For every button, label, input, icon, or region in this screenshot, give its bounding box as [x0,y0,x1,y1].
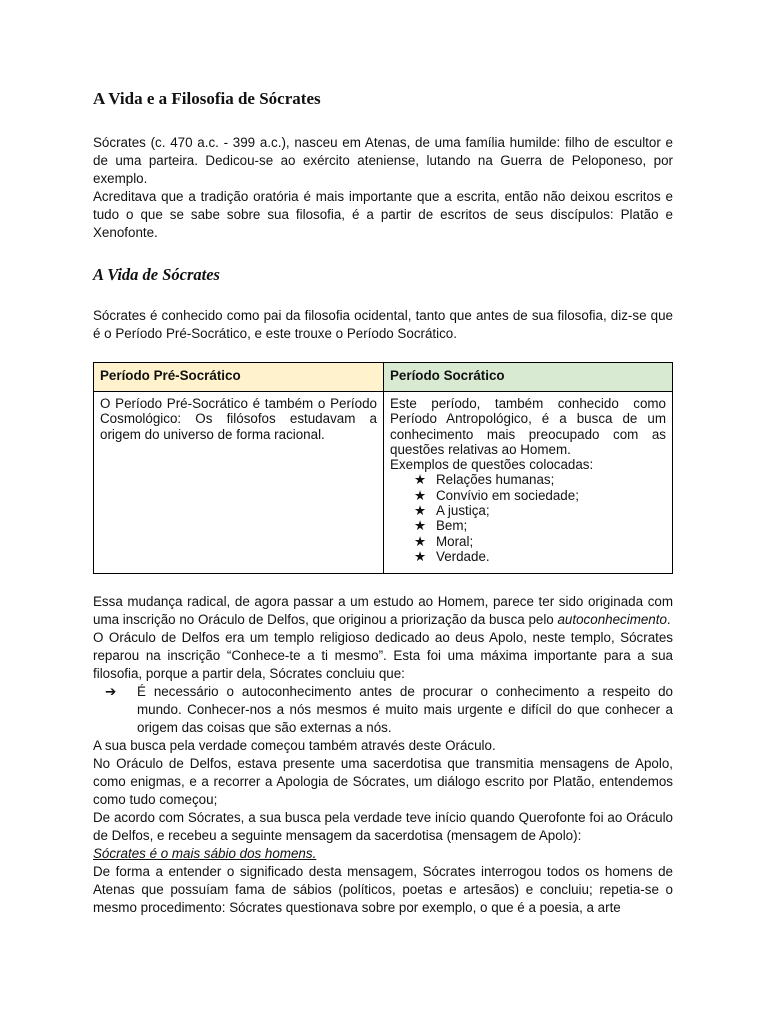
arrow-right-icon: ➔ [105,684,117,699]
star-icon: ★ [414,503,427,519]
intro-paragraph-2: Acreditava que a tradição oratória é mais importante que a escrita, então não deixou escritos e tudo o que se sabe sobre sua filosofia, é a partir de escritos de seus discípulos: Platão e Xenofonte. [93,189,673,240]
table-header-pre-socratic: Período Pré-Socrático [94,363,384,392]
star-icon: ★ [414,533,427,549]
list-item: ★ Bem; [414,518,468,534]
table-cell-socratic [384,392,673,574]
document-content [93,88,673,917]
star-icon: ★ [414,487,427,503]
intro-paragraph-1: Sócrates (c. 470 a.c. - 399 a.c.), nasceu em Atenas, de uma família humilde: filho de escultor e de uma parteira. Dedicou-se ao exército ateniense, lutando na Guerra de Peloponeso, por exemplo. [93,135,673,186]
section-title: A Vida de Sócrates [93,265,220,284]
pre-socratic-description: O Período Pré-Socrático é também o Período Cosmológico: Os filósofos estudavam a origem do universo de forma racional. [100,396,377,442]
autoconhecimento-term: autoconhecimento [557,612,667,627]
paragraph-interrogacao: De forma a entender o significado desta mensagem, Sócrates interrogou todos os homens de Atenas que possuíam fama de sábios (políticos, poetas e artesãos) e concluiu; repetia-se o mesmo procedimento: Sócrates questionava sobre por exemplo, o que é a poesia, a arte [93,864,673,915]
document-title: A Vida e a Filosofia de Sócrates [93,89,321,108]
table-cell-pre-socratic [94,392,384,574]
paragraph-quote [93,845,673,863]
list-item: ★ Convívio em sociedade; [414,487,579,503]
periods-table [93,362,673,574]
paragraph-querofonte: De acordo com Sócrates, a sua busca pela verdade teve início quando Querofonte foi ao Oráculo de Delfos, e recebeu a seguinte mensagem da sacerdotisa (mensagem de Apolo): [93,810,673,843]
section-intro: Sócrates é conhecido como pai da filosofia ocidental, tanto que antes de sua filosofia, diz-se que é o Período Pré-Socrático, e este trouxe o Período Socrático. [93,308,673,341]
paragraph-delfos-intro: Essa mudança radical, de agora passar a um estudo ao Homem, parece ter sido originada com uma inscrição no Oráculo de Delfos, que originou a priorização da busca pelo autoconhecimento. [93,594,673,627]
examples-label: Exemplos de questões colocadas: [390,457,594,473]
paragraph-oraculo: O Oráculo de Delfos era um templo religioso dedicado ao deus Apolo, neste templo, Sócrates reparou na inscrição “Conhece-te a ti mesmo”. Esta foi uma máxima importante para a sua filosofia, porque a partir dela, Sócrates concluiu que: [93,630,673,681]
apollo-message-quote: Sócrates é o mais sábio dos homens. [93,846,317,861]
star-icon: ★ [414,548,427,564]
table-header-socratic: Período Socrático [384,363,673,392]
examples-list [390,472,666,564]
list-item: ★ Relações humanas; [414,472,555,488]
list-item: ★ Verdade. [414,548,490,564]
paragraph-sacerdotisa: No Oráculo de Delfos, estava presente uma sacerdotisa que transmitia mensagens de Apolo, como enigmas, e a recorrer a Apologia de Sócrates, um diálogo escrito por Platão, entendemos como tudo começou; [93,756,673,807]
list-item: ★ Moral; [414,533,474,549]
socratic-description: Este período, também conhecido como Período Antropológico, é a busca de um conhecimento mais preocupado com as questões relativas ao Homem. [390,396,666,457]
arrow-list-item [93,683,673,737]
list-item: ★ A justiça; [414,503,490,519]
paragraph-busca: A sua busca pela verdade começou também através deste Oráculo. [93,738,496,753]
star-icon: ★ [414,472,427,488]
arrow-item-text: É necessário o autoconhecimento antes de procurar o conhecimento a respeito do mundo. Conhecer-nos a nós mesmos é muito mais urgente e difícil do que conhecer a origem das coisas que são externas a nós. [137,684,673,735]
star-icon: ★ [414,518,427,534]
